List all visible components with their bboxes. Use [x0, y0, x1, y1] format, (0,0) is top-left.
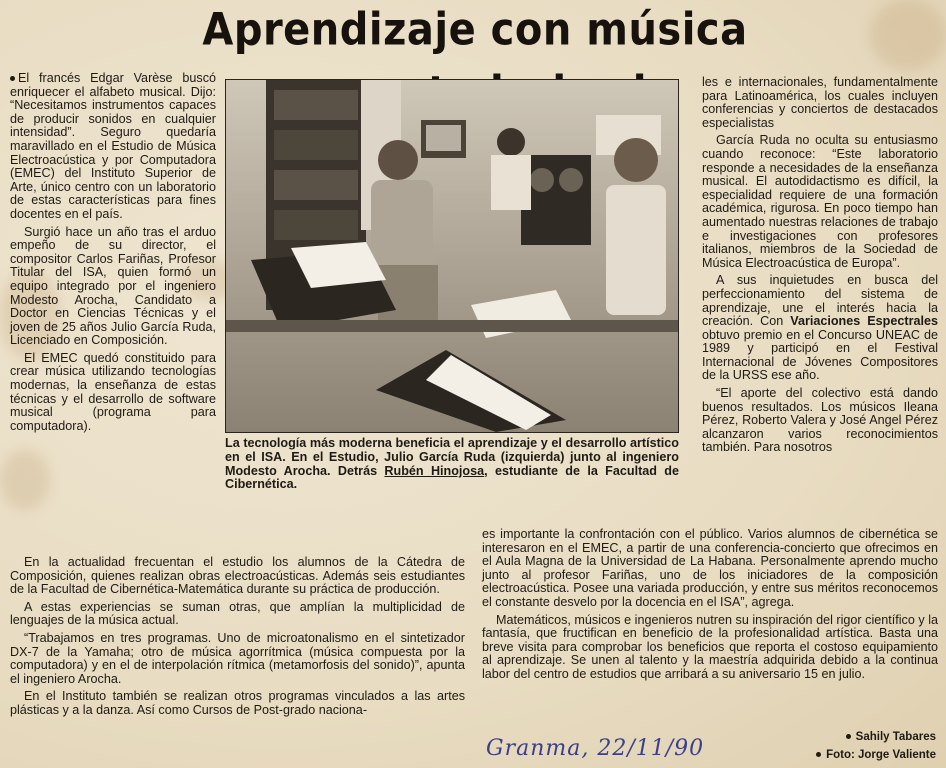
caption-text: , estudiante de la Facultad de Cibernética.: [225, 463, 679, 492]
paper-stain: [0, 450, 50, 510]
photo-credit-text: Foto: Jorge Valiente: [826, 749, 936, 761]
paragraph: “Trabajamos en tres programas. Uno de microatonalismo en el sintetizador DX-7 de la Yamaha; otro de música agorrítmica (música compuesta por la computadora) y en el de interpolación rítmica (metamorfosis del sonido)”, apunta el ingeniero Arocha.: [10, 630, 465, 686]
byline: [846, 731, 936, 743]
paragraph: El EMEC quedó constituido para crear música utilizando tecnologías modernas, la enseñanza de estas técnicas y el desarrollo de software musical (programa para computadora).: [10, 350, 216, 433]
bullet-icon: [816, 752, 821, 757]
paragraph: En la actualidad frecuentan el estudio los alumnos de la Cátedra de Composición, quienes realizan obras electroacústicas. Además seis estudiantes de la Facultad de Cibernética-Matemática durante su práctica de producción.: [10, 555, 465, 597]
caption-underlined-name: Rubén Hinojosa: [384, 463, 485, 478]
headline: Aprendizaje con música: [202, 4, 748, 56]
paragraph-text: A sus inquietudes en busca del perfeccionamiento del sistema de aprendizaje, une el interés hacia la creación. Con: [702, 273, 938, 329]
paragraph: es importante la confrontación con el público. Varios alumnos de cibernética se interesaron en el EMEC, a partir de una conferencia-concierto que ofrecimos en el Aula Magna de la Universidad de La Habana. Personalmente aprendo mucho junto al profesor Fariñas, uno de los iniciadores de la composición electroacústica. Posee una variada producción, y entre sus méritos reconocemos el constante desvelo por la docencia en el ISA”, agrega.: [482, 527, 938, 609]
bullet-icon: [846, 734, 851, 739]
paragraph: Surgió hace un año tras el arduo empeño de su director, el compositor Carlos Fariñas, Profesor Titular del ISA, quien formó un equipo integrado por el ingeniero Modesto Arocha, Candidato a Doctor en Ciencias Técnicas y el joven de 25 años Julio García Ruda, Licenciado en Composición.: [10, 224, 216, 348]
paragraph: Matemáticos, músicos e ingenieros nutren su inspiración del rigor científico y la fantasía, que fructifican en beneficio de la profesionalidad artística. Basta una breve visita para comprobar los beneficios que reporta el costoso equipamiento al aprendizaje. Se unen al talento y la maestría adquirida debido a la continua labor del centro de estudios que arribará a su aniversario 15 en julio.: [482, 612, 938, 681]
paragraph: García Ruda no oculta su entusiasmo cuando reconoce: “Este laboratorio responde a necesidades de la enseñanza musical. El autodidactismo es difícil, la especialidad requiere de una formación académica, rigurosa. En poco tiempo han aumentado nuestras relaciones de trabajo e investigaciones con profesores italianos, miembros de la Sociedad de Música Electroacústica de Europa”.: [702, 133, 938, 270]
paragraph-text: obtuvo premio en el Concurso UNEAC de 1989 y participó en el Festival Internacional de Jóvenes Compositores de la URSS ese año.: [702, 327, 938, 383]
paragraph-text: El francés Edgar Varèse buscó enriquecer el alfabeto musical. Dijo: “Necesitamos instrumentos capaces de producir sonidos en cualquier intensidad”. Seguro quedaría maravillado en el Estudio de Música Electroacústica y por Computadora (EMEC) del Instituto Superior de Arte, único centro con un laboratorio de estas características para fines docentes en el país.: [10, 71, 216, 221]
caption-text: La tecnología más moderna beneficia el aprendizaje y el desarrollo artístico en el ISA. En el Estudio, Julio García Ruda (izquierda) junto al ingeniero Modesto Arocha. Detrás: [225, 436, 679, 478]
photo-caption: [225, 437, 679, 492]
bullet-icon: [10, 76, 15, 81]
paragraph: les e internacionales, fundamentalmente para Latinoamérica, los cuales incluyen conferencias y conciertos de destacados especialistas: [702, 75, 938, 130]
paragraph: [702, 274, 938, 383]
photo-illustration: [226, 80, 678, 432]
paragraph: En el Instituto también se realizan otros programas vinculados a las artes plásticas y a la danza. Así como Cursos de Post-grado naciona-: [10, 689, 465, 717]
article-bottom-right: [482, 528, 938, 686]
paragraph: A estas experiencias se suman otras, que amplían la multiplicidad de lenguajes de la música actual.: [10, 599, 465, 628]
byline-text: Sahily Tabares: [855, 731, 936, 743]
paragraph: [10, 72, 216, 222]
photo-credit: [816, 749, 936, 761]
work-title: Variaciones Espectrales: [790, 314, 938, 329]
article-column-right: [702, 76, 938, 459]
handwritten-date-note: Granma, 22/11/90: [486, 736, 705, 761]
paragraph: “El aporte del colectivo está dando buenos resultados. Los músicos Ileana Pérez, Roberto Valera y José Angel Pérez alcanzaron varios reconocimientos también. Para nosotros: [702, 386, 938, 455]
article-column-left: [10, 72, 216, 437]
article-bottom-left: [10, 556, 465, 722]
studio-photo: [225, 79, 679, 433]
